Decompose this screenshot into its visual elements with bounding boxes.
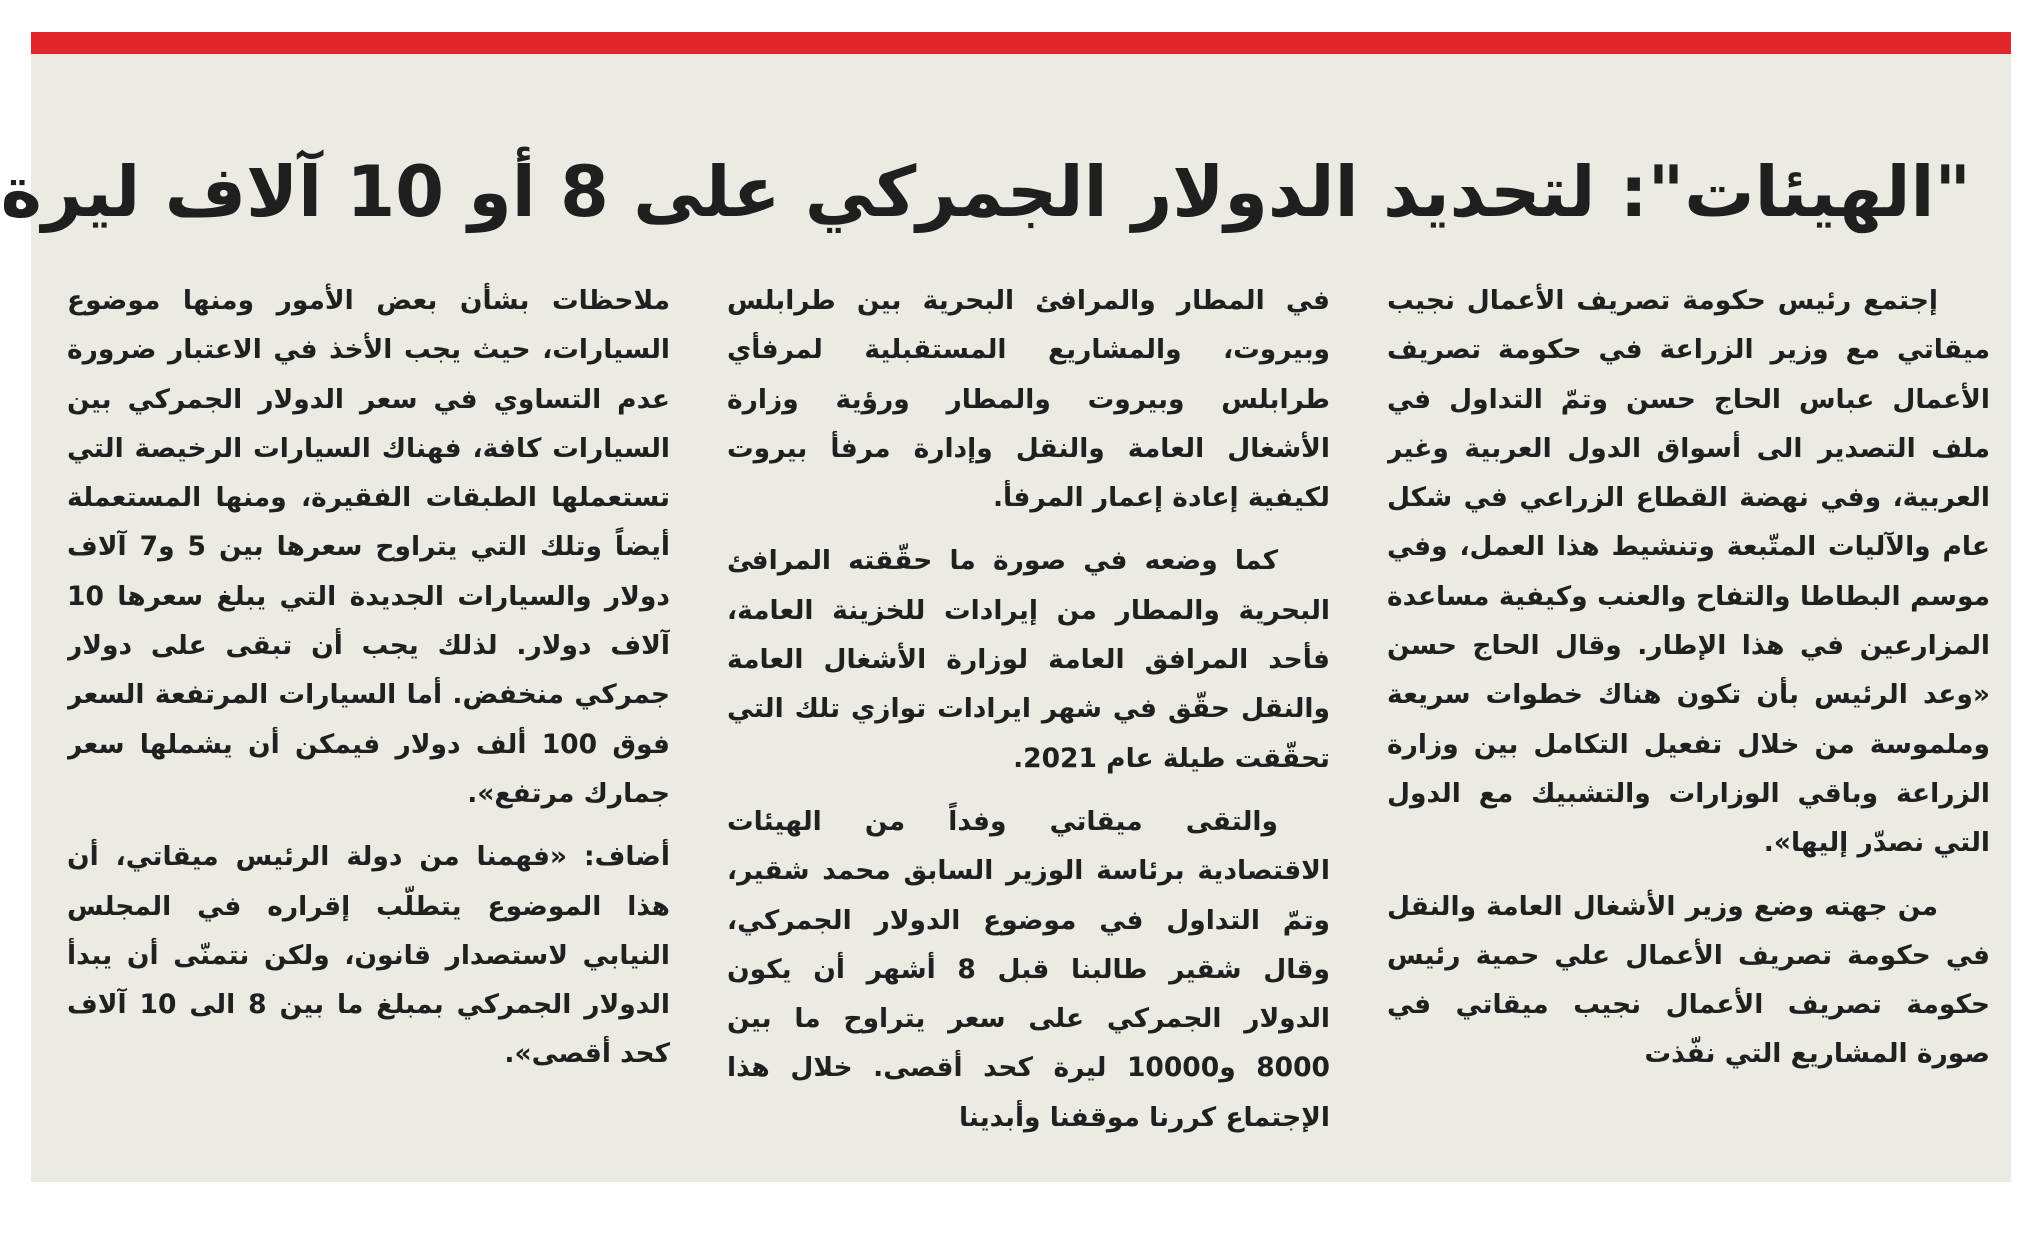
article-column-left	[67, 276, 670, 1156]
paragraph: والتقى ميقاتي وفداً من الهيئات الاقتصادية برئاسة الوزير السابق محمد شقير، وتمّ التداول في موضوع الدولار الجمركي، وقال شقير طالبنا قبل 8 أشهر أن يكون الدولار الجمركي على سعر يتراوح ما بين 8000 و10000 ليرة كحد أقصى. خلال هذا الإجتماع كررنا موقفنا وأبدينا	[727, 805, 1330, 1133]
article-column-middle	[727, 276, 1330, 1156]
paragraph: أضاف: «فهمنا من دولة الرئيس ميقاتي، أن هذا الموضوع يتطلّب إقراره في المجلس النيابي لاستصدار قانون، ولكن نتمنّى أن يبدأ الدولار الجمركي بمبلغ ما بين 8 الى 10 آلاف كحد أقصى».	[67, 841, 670, 1070]
paragraph: في المطار والمرافئ البحرية بين طرابلس وبيروت، والمشاريع المستقبلية لمرفأي طرابلس وبيروت والمطار ورؤية وزارة الأشغال العامة والنقل وإدارة مرفأ بيروت لكيفية إعادة إعمار المرفأ.	[727, 285, 1330, 514]
paragraph: إجتمع رئيس حكومة تصريف الأعمال نجيب ميقاتي مع وزير الزراعة في حكومة تصريف الأعمال عباس الحاج حسن وتمّ التداول في ملف التصدير الى أسواق الدول العربية وغير العربية، وفي نهضة القطاع الزراعي في شكل عام والآليات المتّبعة وتنشيط هذا العمل، وفي موسم البطاطا والتفاح والعنب وكيفية مساعدة المزارعين في هذا الإطار. وقال الحاج حسن «وعد الرئيس بأن تكون هناك خطوات سريعة وملموسة من خلال تفعيل التكامل بين وزارة الزراعة وباقي الوزارات والتشبيك مع الدول التي نصدّر إليها».	[1387, 285, 1990, 859]
newspaper-clipping	[0, 32, 2011, 1182]
paragraph: كما وضعه في صورة ما حقّقته المرافئ البحرية والمطار من إيرادات للخزينة العامة، فأحد المرافق العامة لوزارة الأشغال العامة والنقل حقّق في شهر ايرادات توازي تلك التي تحقّقت طيلة عام 2021.	[727, 545, 1330, 774]
paragraph: من جهته وضع وزير الأشغال العامة والنقل في حكومة تصريف الأعمال علي حمية رئيس حكومة تصريف الأعمال نجيب ميقاتي في صورة المشاريع التي نفّذت	[1387, 890, 1990, 1070]
paragraph: ملاحظات بشأن بعض الأمور ومنها موضوع السيارات، حيث يجب الأخذ في الاعتبار ضرورة عدم التساوي في سعر الدولار الجمركي بين السيارات كافة، فهناك السيارات الرخيصة التي تستعملها الطبقات الفقيرة، ومنها المستعملة أيضاً وتلك التي يتراوح سعرها بين 5 و7 آلاف دولار والسيارات الجديدة التي يبلغ سعرها 10 آلاف دولار. لذلك يجب أن تبقى على دولار جمركي منخفض. أما السيارات المرتفعة السعر فوق 100 ألف دولار فيمكن أن يشملها سعر جمارك مرتفع».	[67, 285, 670, 809]
article-headline: "الهيئات": لتحديد الدولار الجمركي على 8 أو 10 آلاف ليرة	[0, 151, 1971, 233]
red-accent-bar	[31, 32, 2011, 54]
article-column-right	[1387, 276, 1990, 1156]
